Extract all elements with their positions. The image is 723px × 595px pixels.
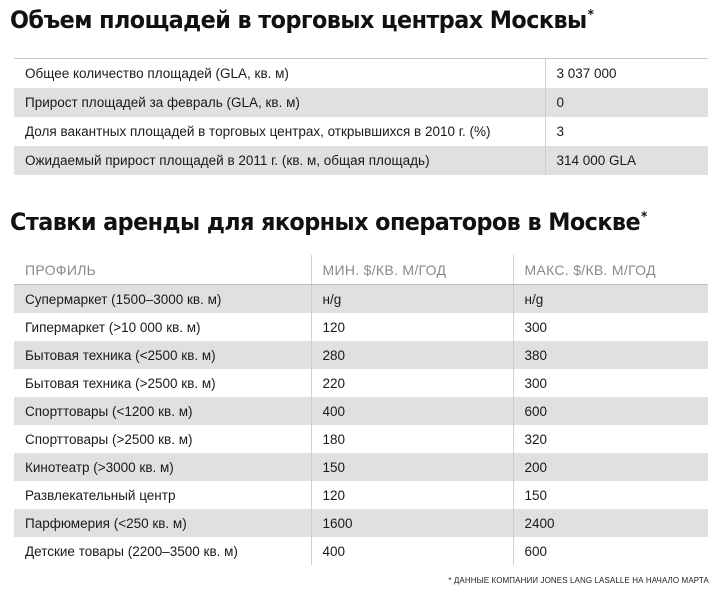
table-row [14,313,708,341]
profile-cell: Супермаркет (1500–3000 кв. м) [14,285,311,314]
metric-value: 314 000 GLA [545,146,708,175]
table-row [14,537,708,565]
table-row [14,341,708,369]
section2-title [10,208,647,236]
profile-cell: Бытовая техника (<2500 кв. м) [14,341,311,369]
profile-cell: Кинотеатр (>3000 кв. м) [14,453,311,481]
min-rate-cell: 1600 [311,509,513,537]
footnote-mark: * [587,8,594,23]
max-rate-cell: 2400 [513,509,708,537]
max-rate-cell: 150 [513,481,708,509]
max-rate-cell: 320 [513,425,708,453]
profile-cell: Развлекательный центр [25,487,176,503]
metric-label: Ожидаемый прирост площадей в 2011 г. (кв. м, общая площадь) [14,146,545,175]
metric-label: Прирост площадей за февраль (GLA, кв. м) [14,88,545,117]
min-rate-cell: 280 [311,341,513,369]
min-rate-cell: 120 [311,313,513,341]
profile-cell: Спорттовары (<1200 кв. м) [14,397,311,425]
max-rate-cell: 300 [513,313,708,341]
min-rate-cell: н/g [311,285,513,314]
anchor-rent-table [14,255,708,565]
metric-value: 0 [545,88,708,117]
profile-cell: Гипермаркет (>10 000 кв. м) [25,319,201,335]
min-rate-cell: 120 [311,481,513,509]
min-rate-cell: 180 [311,425,513,453]
table-row [14,88,708,117]
table-row [14,117,708,146]
table-header-row [14,255,708,285]
metric-value: 3 [545,117,708,146]
profile-cell: Спорттовары (>2500 кв. м) [25,431,193,447]
min-rate-cell: 150 [311,453,513,481]
min-rate-cell: 400 [311,537,513,565]
source-footnote: * ДАННЫЕ КОМПАНИИ JONES LANG LASALLE НА НАЧАЛО МАРТА [448,576,709,585]
min-rate-cell: 400 [311,397,513,425]
mall-space-table [14,58,708,175]
max-rate-cell: н/g [513,285,708,314]
table-row [14,59,708,89]
table-row [14,397,708,425]
profile-cell: Бытовая техника (>2500 кв. м) [25,375,216,391]
section2-title-text: Ставки аренды для якорных операторов в Москве [10,208,641,236]
metric-value: 3 037 000 [545,59,708,89]
column-header-profile: ПРОФИЛЬ [14,255,311,285]
section1-title-text: Объем площадей в торговых центрах Москвы [10,6,587,34]
profile-cell: Парфюмерия (<250 кв. м) [14,509,311,537]
max-rate-cell: 600 [513,537,708,565]
table-row [14,425,708,453]
max-rate-cell: 200 [513,453,708,481]
column-header-min: МИН. $/КВ. М/ГОД [311,255,513,285]
max-rate-cell: 600 [513,397,708,425]
column-header-max: МАКС. $/КВ. М/ГОД [513,255,708,285]
max-rate-cell: 300 [513,369,708,397]
profile-cell: Детские товары (2200–3500 кв. м) [25,543,238,559]
max-rate-cell: 380 [513,341,708,369]
table-row [14,146,708,175]
table-row [14,369,708,397]
table-row [14,509,708,537]
min-rate-cell: 220 [311,369,513,397]
table-row [14,285,708,314]
metric-label: Доля вакантных площадей в торговых центрах, открывшихся в 2010 г. (%) [25,124,491,139]
table-row [14,453,708,481]
footnote-mark: * [641,210,647,225]
section1-title [10,6,593,34]
table-row [14,481,708,509]
metric-label: Общее количество площадей (GLA, кв. м) [25,66,289,81]
